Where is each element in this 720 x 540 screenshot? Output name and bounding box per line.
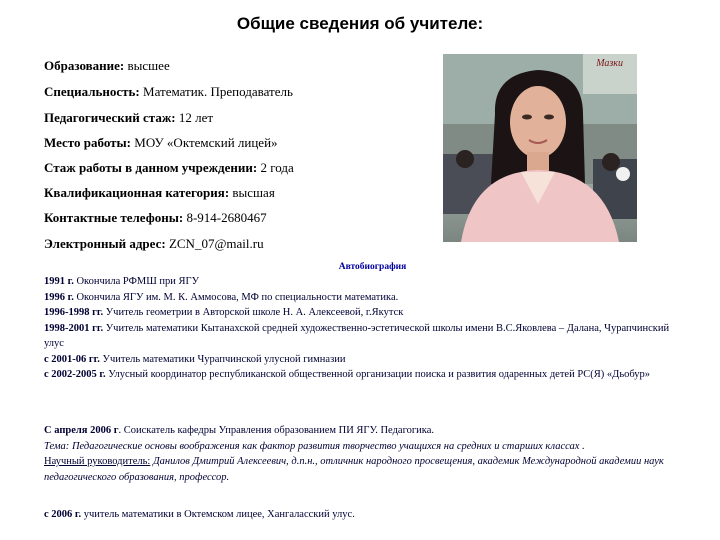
bio-text: Окончила РФМШ при ЯГУ	[73, 276, 200, 287]
bio-year: с 2006 г.	[44, 509, 82, 520]
bio-year: 1991 г.	[44, 276, 74, 287]
bio-entry	[44, 352, 674, 368]
bio-entry	[44, 321, 674, 352]
autobiography-list	[44, 274, 674, 383]
info-phone	[44, 210, 267, 226]
bio-text: Окончила ЯГУ им. М. К. Аммосова, МФ по специальности математика.	[73, 291, 399, 303]
research-advisor	[44, 454, 674, 485]
info-workplace	[44, 135, 278, 151]
info-value: 8-914-2680467	[183, 210, 267, 225]
bio-entry	[44, 290, 674, 306]
advisor-label: Научный руководитель:	[44, 456, 151, 467]
info-value: 2 года	[257, 160, 294, 175]
portrait-image	[443, 54, 637, 242]
page-title: Общие сведения об учителе:	[236, 14, 484, 33]
bio-entry	[44, 367, 674, 383]
advisor-text: Данилов Дмитрий Алексеевич, д.п.н., отличник народного просвещения, академик Международной академии наук педагогического образования, профессор.	[44, 456, 664, 483]
info-value: ZCN_07@mail.ru	[165, 236, 264, 251]
bio-text: Учитель геометрии в Авторской школе Н. А. Алексеевой, г.Якутск	[103, 307, 404, 318]
teacher-photo	[443, 54, 637, 242]
theme-text: Педагогические основы воображения как фактор развития творчество учащихся на средних и старших классах .	[69, 440, 585, 452]
bio-text: Учитель математики Чурапчинской улусной гимназии	[99, 353, 346, 365]
bio-entry	[44, 305, 674, 321]
bio-current	[44, 507, 674, 523]
bio-year: с 2002-2005 г.	[44, 369, 106, 380]
photo-caption: Мазки	[596, 58, 623, 69]
autobiography-heading: Автобиография	[338, 262, 407, 272]
bio-year: 1998-2001 гг.	[44, 322, 104, 334]
info-experience	[44, 110, 213, 126]
info-education	[44, 58, 170, 74]
info-specialty	[44, 84, 293, 100]
info-value: Математик. Преподаватель	[139, 84, 293, 99]
research-theme	[44, 439, 674, 455]
bio-year: С апреля 2006 г	[44, 425, 119, 436]
info-label: Образование:	[44, 58, 125, 73]
info-value: высшее	[124, 58, 170, 73]
bio-text: Улусный координатор республиканской общественной организации поиска и развития одаренных детей РС(Я) «Дьобур»	[105, 369, 651, 380]
info-label: Квалификационная категория:	[44, 185, 230, 200]
bio-year: 1996-1998 гг.	[44, 307, 104, 318]
bio-text: . Соискатель кафедры Управления образованием ПИ ЯГУ. Педагогика.	[118, 425, 435, 436]
info-label: Электронный адрес:	[44, 236, 166, 251]
info-label: Контактные телефоны:	[44, 210, 184, 225]
info-value: высшая	[229, 185, 275, 200]
info-label: Место работы:	[44, 135, 132, 150]
info-email	[44, 236, 264, 252]
bio-text: Учитель математики Кытанахской средней художественно-эстетической школы имени В.С.Яковлева – Далана, Чурапчинский улус	[44, 322, 670, 349]
bio-text: учитель математики в Октемском лицее, Хангаласский улус.	[81, 509, 355, 520]
bio-entry	[44, 423, 674, 439]
bio-research	[44, 423, 674, 485]
info-category	[44, 185, 275, 201]
info-label: Специальность:	[44, 84, 140, 99]
info-value: МОУ «Октемский лицей»	[131, 135, 278, 150]
info-label: Педагогический стаж:	[44, 110, 176, 125]
bio-entry	[44, 507, 674, 523]
bio-year: с 2001-06 гг.	[44, 353, 100, 365]
bio-entry	[44, 274, 674, 290]
bio-year: 1996 г.	[44, 291, 74, 303]
theme-label: Тема:	[44, 440, 70, 452]
info-tenure	[44, 160, 294, 176]
info-value: 12 лет	[175, 110, 214, 125]
info-label: Стаж работы в данном учреждении:	[44, 160, 258, 175]
